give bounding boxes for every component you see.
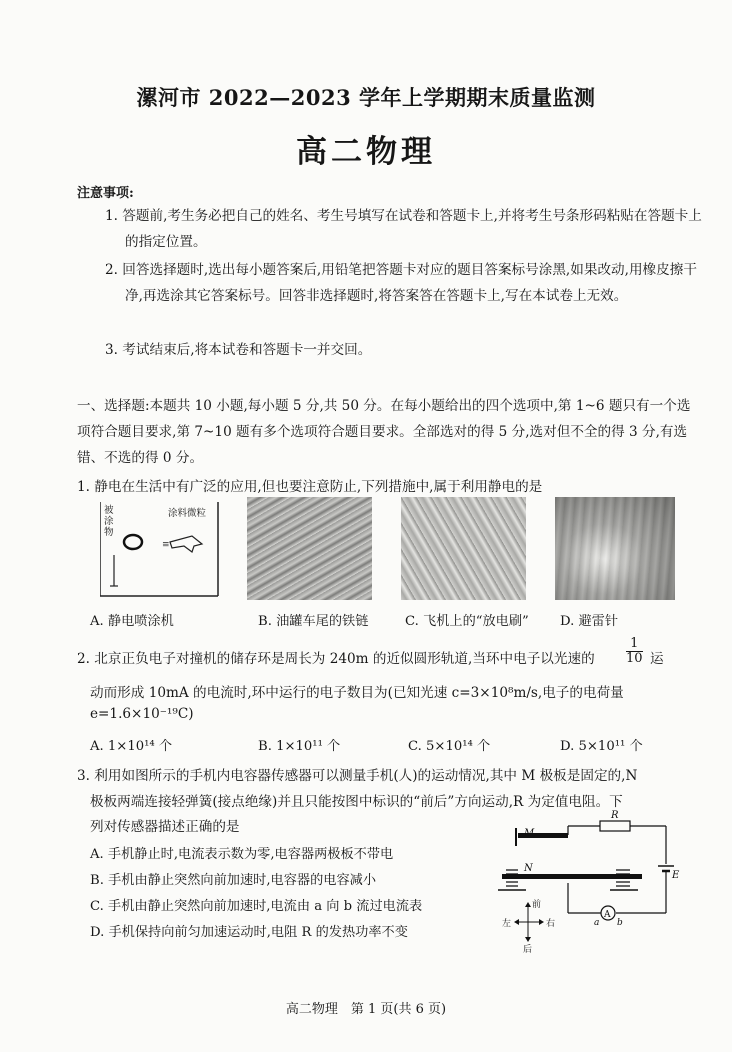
q3-option-a: A. 手机静止时,电流表示数为零,电容器两极板不带电 [90, 847, 394, 862]
q2-line-3: e=1.6×10⁻¹⁹C) [90, 706, 194, 722]
exam-subject: 高二物理 [296, 134, 436, 170]
label-back: 后 [523, 945, 533, 953]
note-item-1: 1. 答题前,考生务必把自己的姓名、考生号填写在试卷和答题卡上,并将考生号条形码粘贴在答题卡上的指定位置。 [105, 208, 702, 250]
q1-option-a: A. 静电喷涂机 [90, 614, 174, 629]
note-item-3: 3. 考试结束后,将本试卷和答题卡一并交回。 [105, 342, 372, 358]
q2-fraction [626, 637, 643, 666]
q3-option-c: C. 手机由静止突然向前加速时,电流由 a 向 b 流过电流表 [90, 899, 423, 914]
label-r: R [611, 810, 619, 821]
q2-fraction-denominator: 10 [626, 651, 643, 666]
q2-fraction-numerator: 1 [626, 637, 643, 652]
q2-option-a: A. 1×10¹⁴ 个 [90, 739, 173, 754]
label-ammeter: A [604, 910, 611, 920]
q1-figure-c-photo [401, 497, 526, 600]
q1-option-b: B. 油罐车尾的铁链 [258, 614, 369, 629]
q2-option-d: D. 5×10¹¹ 个 [560, 739, 643, 754]
q2-option-b: B. 1×10¹¹ 个 [258, 739, 341, 754]
q2-option-c: C. 5×10¹⁴ 个 [408, 739, 491, 754]
q3-line-2: 极板两端连接轻弹簧(接点绝缘)并且只能按图中标识的“前后”方向运动,R 为定值电阻。下 [90, 794, 623, 810]
q1-stem: 1. 静电在生活中有广泛的应用,但也要注意防止,下列措施中,属于利用静电的是 [77, 479, 543, 495]
q1-option-d: D. 避雷针 [560, 614, 619, 629]
resistor-r [600, 821, 630, 831]
label-a: a [594, 918, 600, 928]
q2-line-1: 2. 北京正负电子对撞机的储存环是周长为 240m 的近似圆形轨道,当环中电子以光速的 [77, 651, 595, 667]
svg-text:≡: ≡ [162, 540, 170, 550]
section-intro: 一、选择题:本题共 10 小题,每小题 5 分,共 50 分。在每小题给出的四个选项中,第 1~6 题只有一个选项符合题目要求,第 7~10 题有多个选项符合题目要求。全部选对的得 5 分,选对但不全的得 3 分,有选错、不选的得 0 分。 [77, 398, 691, 466]
label-front: 前 [532, 900, 542, 910]
q3-line-3: 列对传感器描述正确的是 [90, 819, 240, 835]
q1-figure-a-label-object: 被涂物 [104, 505, 114, 538]
q1-figure-d-photo [555, 497, 675, 600]
q1-option-c: C. 飞机上的“放电刷” [405, 614, 529, 629]
label-m: M [524, 828, 535, 839]
q3-option-d: D. 手机保持向前匀加速运动时,电阻 R 的发热功率不变 [90, 925, 408, 940]
label-e: E [672, 870, 680, 881]
q3-line-1: 3. 利用如图所示的手机内电容器传感器可以测量手机(人)的运动情况,其中 M 极板是固定的,N [77, 768, 638, 784]
q3-circuit-diagram [490, 808, 690, 953]
q2-line-1-end: 运 [650, 651, 664, 667]
label-right: 右 [546, 919, 556, 929]
q1-figure-a-label-paint: 涂料微粒 [168, 508, 207, 519]
note-item-2: 2. 回答选择题时,选出每小题答案后,用铅笔把答题卡对应的题目答案标号涂黑,如果改动,用橡皮擦干净,再选涂其它答案标号。回答非选择题时,将答案答在答题卡上,写在本试卷上无效。 [105, 262, 697, 304]
label-left: 左 [502, 919, 512, 929]
label-b: b [617, 918, 623, 928]
label-n: N [524, 863, 533, 874]
page-footer: 高二物理 第 1 页(共 6 页) [285, 1002, 447, 1017]
q3-option-b: B. 手机由静止突然向前加速时,电容器的电容减小 [90, 873, 377, 888]
q1-figure-b-photo [247, 497, 372, 600]
exam-title: 漯河市 2022—2023 学年上学期期末质量监测 [136, 85, 596, 110]
q2-line-2: 动而形成 10mA 的电流时,环中运行的电子数目为(已知光速 c=3×10⁸m/s,电子的电荷量 [90, 685, 624, 701]
notes-heading: 注意事项: [77, 186, 134, 201]
